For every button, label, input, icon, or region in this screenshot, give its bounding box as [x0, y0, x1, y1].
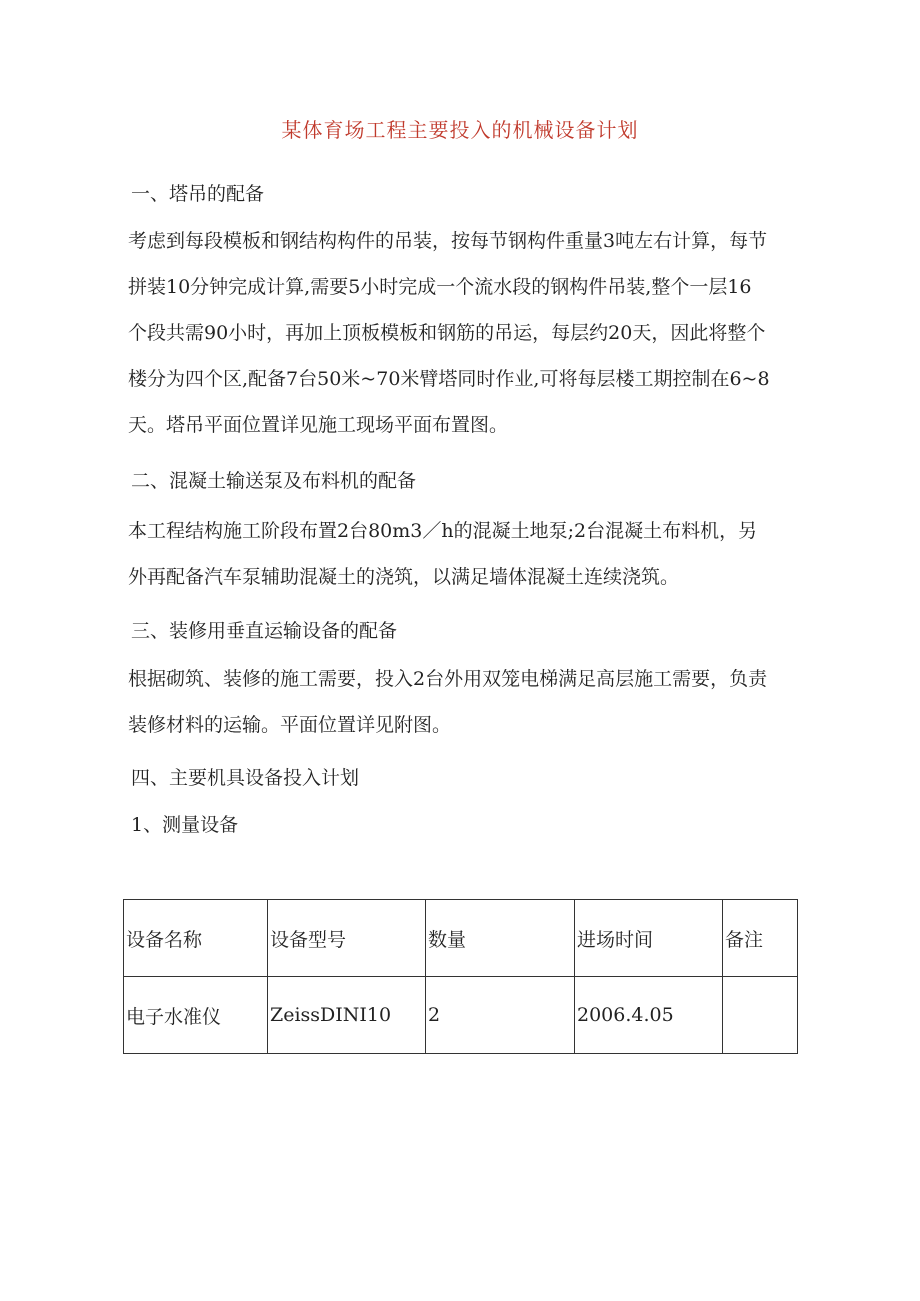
table-header-row [124, 900, 798, 977]
equipment-table [123, 899, 798, 1054]
section-heading-tower-crane: 一、塔吊的配备 [131, 183, 265, 205]
paragraph-line: 根据砌筑、装修的施工需要，投入2台外用双笼电梯满足高层施工需要，负责 [128, 668, 768, 690]
table-row [124, 977, 798, 1054]
table-cell [723, 977, 798, 1054]
paragraph-line: 本工程结构施工阶段布置2台80m3／h的混凝土地泵;2台混凝土布料机，另 [128, 520, 758, 542]
table-header-cell: 设备型号 [268, 900, 426, 977]
section-heading-concrete-pump: 二、混凝土输送泵及布料机的配备 [131, 470, 417, 492]
paragraph-line: 楼分为四个区,配备7台50米~70米臂塔同时作业,可将每层楼工期控制在6~8 [128, 368, 770, 390]
paragraph-concrete-pump [128, 508, 812, 600]
table-header-cell: 数量 [426, 900, 575, 977]
table-header-cell: 进场时间 [575, 900, 723, 977]
table-cell: 2006.4.05 [575, 977, 723, 1054]
section-heading-equipment-plan: 四、主要机具设备投入计划 [131, 767, 360, 789]
paragraph-line: 天。塔吊平面位置详见施工现场平面布置图。 [128, 414, 509, 436]
paragraph-line: 外再配备汽车泵辅助混凝土的浇筑，以满足墙体混凝土连续浇筑。 [128, 566, 680, 588]
table-cell: ZeissDINI10 [268, 977, 426, 1054]
paragraph-line: 个段共需90小时，再加上顶板模板和钢筋的吊运，每层约20天，因此将整个 [128, 322, 766, 344]
subheading-survey-equipment: 1、测量设备 [131, 814, 239, 836]
paragraph-vertical-transport [128, 656, 812, 748]
paragraph-line: 装修材料的运输。平面位置详见附图。 [128, 714, 452, 736]
table-header-cell: 设备名称 [124, 900, 268, 977]
paragraph-line: 拼装10分钟完成计算,需要5小时完成一个流水段的钢构件吊装,整个一层16 [128, 276, 752, 298]
paragraph-line: 考虑到每段模板和钢结构构件的吊装，按每节钢构件重量3吨左右计算，每节 [128, 230, 768, 252]
table-cell: 电子水准仪 [124, 977, 268, 1054]
table-header-cell: 备注 [723, 900, 798, 977]
table-cell: 2 [426, 977, 575, 1054]
paragraph-tower-crane [128, 218, 812, 448]
document-title: 某体育场工程主要投入的机械设备计划 [281, 118, 639, 142]
section-heading-vertical-transport: 三、装修用垂直运输设备的配备 [131, 620, 398, 642]
